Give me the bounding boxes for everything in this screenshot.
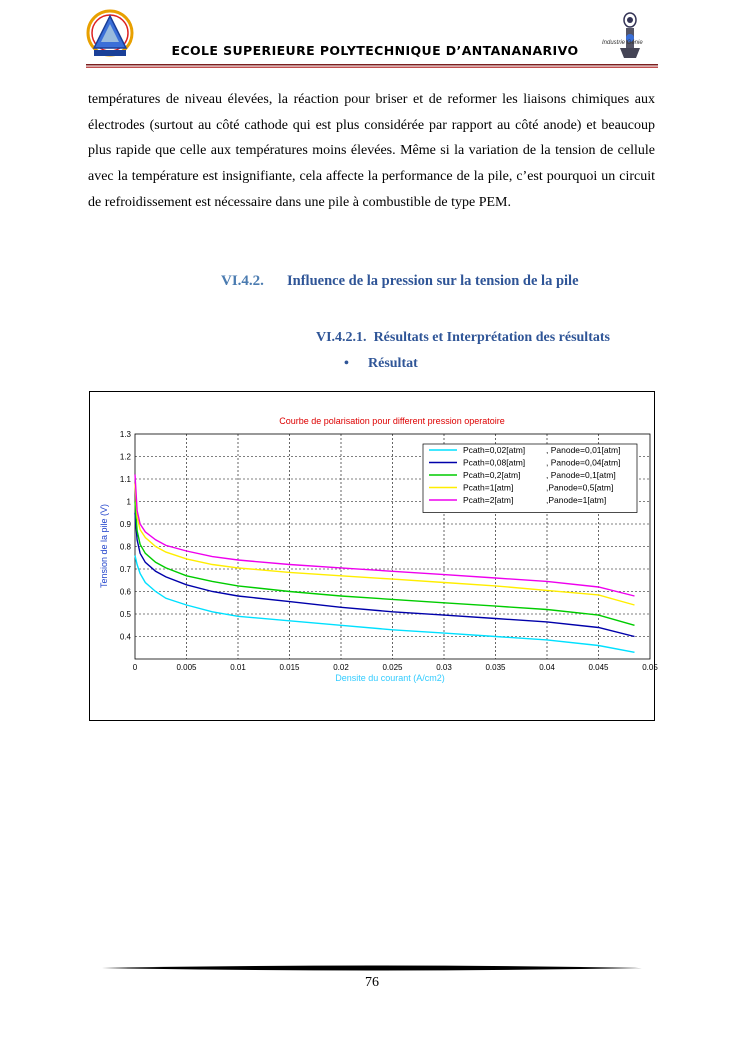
chart-xlabel: Densite du courant (A/cm2) bbox=[335, 673, 445, 683]
legend-anode-label: , Panode=0,01[atm] bbox=[546, 445, 621, 455]
footer-rule bbox=[102, 964, 642, 972]
y-tick-label: 0.5 bbox=[119, 610, 131, 619]
left-logo bbox=[84, 8, 136, 62]
legend-anode-label: ,Panode=0,5[atm] bbox=[546, 482, 614, 493]
bullet-text: Résultat bbox=[368, 356, 418, 371]
subsection-heading bbox=[316, 330, 610, 346]
x-tick-label: 0.05 bbox=[642, 663, 658, 672]
x-tick-label: 0.005 bbox=[176, 663, 197, 672]
legend-label: Pcath=1[atm] bbox=[463, 482, 514, 493]
y-tick-label: 0.6 bbox=[119, 587, 131, 597]
chart-title: Courbe de polarisation pour different pression operatoire bbox=[279, 416, 505, 426]
x-tick-label: 0.045 bbox=[588, 663, 609, 672]
right-logo-label: Industrie Génie bbox=[602, 40, 643, 46]
x-tick-label: 0.03 bbox=[436, 663, 452, 672]
x-tick-label: 0.04 bbox=[539, 663, 555, 672]
legend-label: Pcath=2[atm] bbox=[463, 495, 514, 505]
chart-figure bbox=[89, 391, 658, 721]
legend-label: Pcath=0,08[atm] bbox=[463, 457, 526, 468]
right-logo bbox=[600, 8, 660, 64]
subsection-number: VI.4.2.1. bbox=[316, 330, 367, 345]
chart-legend bbox=[423, 444, 637, 513]
legend-label: Pcath=0,2[atm] bbox=[463, 470, 521, 480]
section-number: VI.4.2. bbox=[221, 273, 264, 289]
x-tick-label: 0.035 bbox=[485, 663, 506, 672]
section-heading bbox=[0, 273, 745, 293]
legend-anode-label: , Panode=0,1[atm] bbox=[546, 470, 616, 480]
y-tick-label: 0.8 bbox=[119, 542, 131, 552]
x-tick-label: 0.025 bbox=[382, 663, 403, 672]
y-tick-label: 0.7 bbox=[119, 565, 131, 574]
section-title: Influence de la pression sur la tension de la pile bbox=[287, 273, 579, 289]
header-title: ECOLE SUPERIEURE POLYTECHNIQUE D’ANTANANARIVO bbox=[171, 43, 579, 58]
x-tick-label: 0.01 bbox=[230, 663, 246, 672]
x-tick-label: 0 bbox=[132, 663, 138, 672]
page-number: 76 bbox=[365, 975, 379, 990]
y-tick-label: 0.4 bbox=[119, 632, 131, 642]
bullet-symbol: • bbox=[344, 356, 349, 371]
header-rule bbox=[86, 64, 658, 68]
x-tick-label: 0.02 bbox=[333, 663, 349, 672]
y-tick-label: 1.3 bbox=[119, 430, 131, 439]
chart-ylabel: Tension de la pile (V) bbox=[99, 503, 109, 589]
y-tick-label: 1.2 bbox=[119, 452, 131, 462]
polarization-chart bbox=[90, 392, 658, 720]
y-tick-label: 0.9 bbox=[119, 520, 131, 529]
subsection-title: Résultats et Interprétation des résultats bbox=[373, 330, 610, 345]
legend-anode-label: ,Panode=1[atm] bbox=[546, 495, 607, 505]
bullet-item bbox=[344, 356, 418, 372]
x-tick-label: 0.015 bbox=[279, 663, 300, 672]
y-tick-label: 1.1 bbox=[119, 475, 131, 484]
legend-label: Pcath=0,02[atm] bbox=[463, 445, 526, 455]
legend-anode-label: , Panode=0,04[atm] bbox=[546, 457, 621, 468]
y-tick-label: 1 bbox=[126, 497, 131, 507]
body-paragraph: températures de niveau élevées, la réaction pour briser et de reformer les liaisons chimiques aux électrodes (surtout au côté cathode qui est plus considérée par rapport au côté anode) et beaucoup plus rapide que celle aux températures moins élevées. Même si la variation de la tension de cellule avec la température est insignifiante, cela affecte la performance de la pile, c’est pourquoi un circuit de refroidissement est nécessaire dans une pile à combustible de type PEM. bbox=[88, 92, 655, 210]
